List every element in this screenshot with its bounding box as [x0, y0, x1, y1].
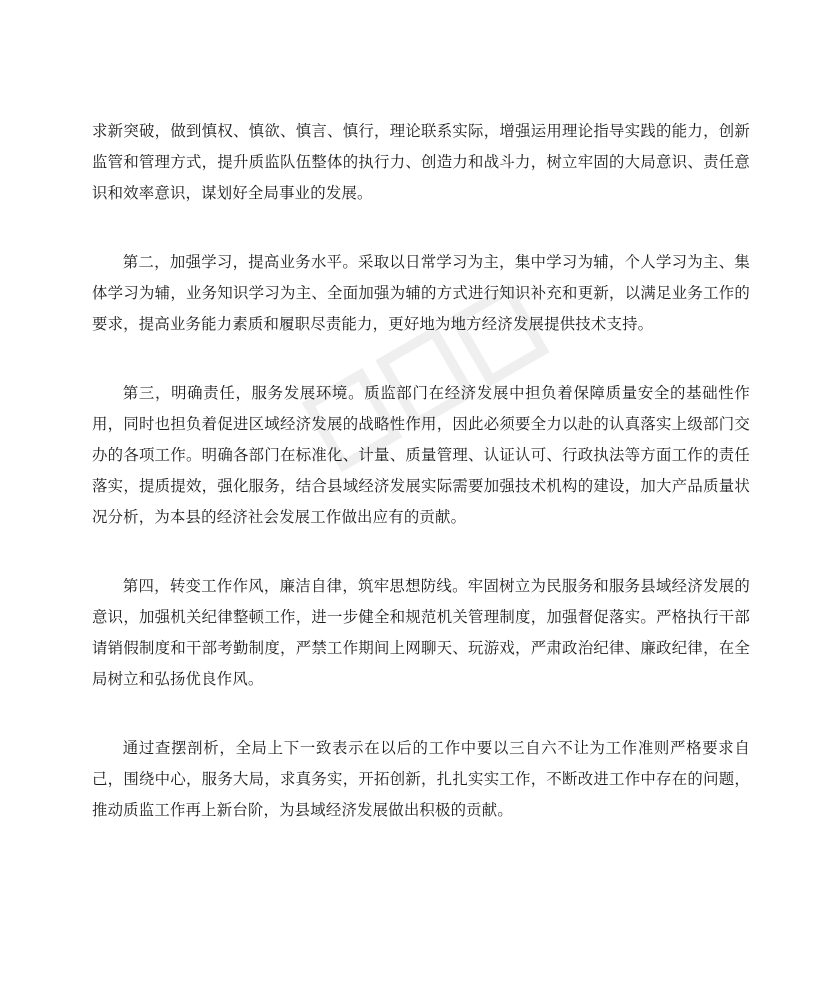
- paragraph-point-three: 第三，明确责任，服务发展环境。质监部门在经济发展中担负着保障质量安全的基础性作用，同时也担负着促进区域经济发展的战略性作用，因此必须要全力以赴的认真落实上级部门交办的各项工作。明确各部门在标准化、计量、质量管理、认证认可、行政执法等方面工作的责任落实，提质提效，强化服务，结合县域经济发展实际需要加强技术机构的建设，加大产品质量状况分析，为本县的经济社会发展工作做出应有的贡献。: [92, 384, 750, 526]
- paragraph-point-four: 第四，转变工作作风，廉洁自律，筑牢思想防线。牢固树立为民服务和服务县域经济发展的意识，加强机关纪律整顿工作，进一步健全和规范机关管理制度，加强督促落实。严格执行干部请销假制度和干部考勤制度，严禁工作期间上网聊天、玩游戏，严肃政治纪律、廉政纪律，在全局树立和弘扬优良作风。: [92, 577, 750, 688]
- paragraph-point-two: 第二，加强学习，提高业务水平。采取以日常学习为主，集中学习为辅，个人学习为主、集体学习为辅，业务知识学习为主、全面加强为辅的方式进行知识补充和更新，以满足业务工作的要求，提高业务能力素质和履职尽责能力，更好地为地方经济发展提供技术支持。: [92, 253, 750, 333]
- document-body: [92, 116, 750, 864]
- paragraph-continuation: 求新突破，做到慎权、慎欲、慎言、慎行，理论联系实际，增强运用理论指导实践的能力，创新监管和管理方式，提升质监队伍整体的执行力、创造力和战斗力，树立牢固的大局意识、责任意识和效率意识，谋划好全局事业的发展。: [92, 122, 750, 202]
- paragraph-conclusion: 通过查摆剖析，全局上下一致表示在以后的工作中要以三自六不让为工作准则严格要求自己，围绕中心，服务大局，求真务实，开拓创新，扎扎实实工作，不断改进工作中存在的问题，推动质监工作再上新台阶，为县域经济发展做出积极的贡献。: [92, 739, 750, 819]
